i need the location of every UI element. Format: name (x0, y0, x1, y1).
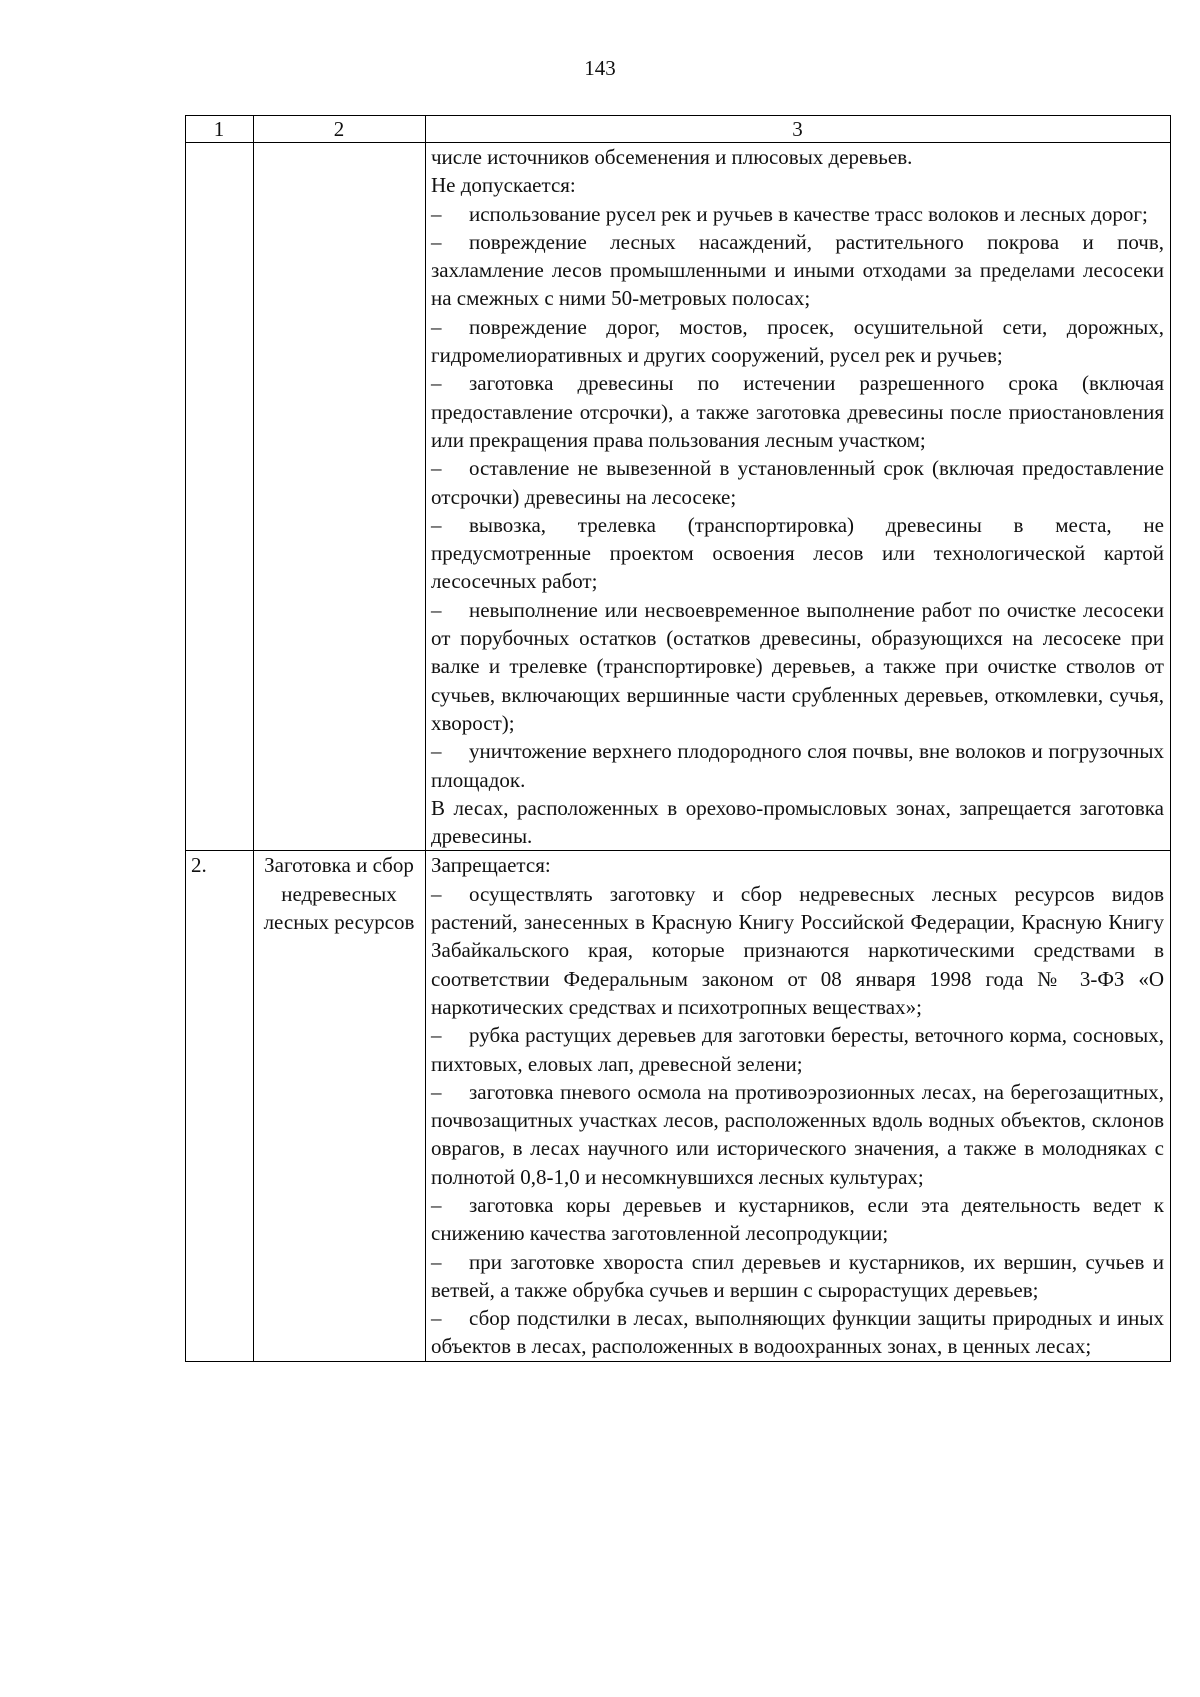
paragraph (431, 143, 1164, 171)
paragraph-text: при заготовке хвороста спил деревьев и кустарников, их вершин, сучьев и ветвей, а также обрубка сучьев и вершин с сырорастущих деревьев; (431, 1249, 1164, 1302)
paragraph-text: использование русел рек и ручьев в качестве трасс волоков и лесных дорог; (469, 201, 1148, 226)
paragraph-text: заготовка пневого осмола на противоэрозионных лесах, на берегозащитных, почвозащитных участках лесов, расположенных вдоль водных объектов, склонов оврагов, в лесах научного или исторического значения, а также в молодняках с полнотой 0,8-1,0 и несомкнувшихся лесных культурах; (431, 1079, 1164, 1189)
header-cell-2: 2 (254, 116, 426, 143)
paragraph-text: повреждение дорог, мостов, просек, осушительной сети, дорожных, гидромелиоративных и других сооружений, русел рек и ручьев; (431, 314, 1164, 368)
dash-marker: – (431, 512, 442, 537)
bullet-item (431, 737, 1164, 794)
bullet-item (431, 200, 1164, 228)
bullet-item (431, 369, 1164, 454)
bullet-item (431, 1078, 1164, 1191)
row-text-cell (426, 143, 1171, 851)
header-cell-3: 3 (426, 116, 1171, 143)
bullet-item (431, 596, 1164, 737)
paragraph-text: Не допускается: (431, 173, 576, 198)
bullet-item (431, 313, 1164, 370)
dash-marker: – (431, 739, 442, 764)
paragraph-text: оставление не вывезенной в установленный срок (включая предоставление отсрочки) древесины на лесосеке; (431, 456, 1164, 509)
page-number: 143 (584, 56, 616, 80)
paragraph (431, 794, 1164, 851)
dash-marker: – (431, 1249, 442, 1274)
table-row (186, 143, 1171, 851)
paragraph-text: заготовка коры деревьев и кустарников, если эта деятельность ведет к снижению качества заготовленной лесопродукции; (431, 1192, 1164, 1246)
bullet-item (431, 228, 1164, 313)
paragraph-text: невыполнение или несвоевременное выполнение работ по очистке лесосеки от порубочных остатков (остатков древесины, образующихся на лесосеке при валке и трелевке (транспортировке) деревьев, а также при очистке стволов от сучьев, включающих вершинные части срубленных деревьев, откомлевки, сучья, хворост); (431, 597, 1164, 735)
paragraph (431, 171, 1164, 199)
paragraph-text: рубка растущих деревьев для заготовки бересты, веточного корма, сосновых, пихтовых, еловых лап, древесной зелени; (431, 1023, 1164, 1076)
bullet-item (431, 454, 1164, 511)
bullet-item (431, 1191, 1164, 1248)
paragraph-text: уничтожение верхнего плодородного слоя почвы, вне волоков и погрузочных площадок. (431, 739, 1164, 792)
paragraph-text: вывозка, трелевка (транспортировка) древесины в места, не предусмотренные проектом освоения лесов или технологической картой лесосечных работ; (431, 512, 1164, 594)
paragraph-text: Запрещается: (431, 853, 551, 878)
dash-marker: – (431, 229, 442, 254)
paragraph-text: заготовка древесины по истечении разрешенного срока (включая предоставление отсрочки), а также заготовка древесины после приостановления или прекращения права пользования лесным участком; (431, 371, 1164, 452)
dash-marker: – (431, 1306, 442, 1331)
table-row (186, 851, 1171, 1361)
row-number-cell (186, 143, 254, 851)
paragraph-text: осуществлять заготовку и сбор недревесных лесных ресурсов видов растений, занесенных в Красную Книгу Российской Федерации, Красную Книгу Забайкальского края, которые признаются наркотическими средствами в соответствии Федеральным законом от 08 января 1998 года № 3-ФЗ «О наркотических средствах и психотропных веществах»; (431, 881, 1164, 1019)
dash-marker: – (431, 1023, 442, 1048)
dash-marker: – (431, 371, 442, 396)
paragraph-text: числе источников обсеменения и плюсовых деревьев. (431, 145, 913, 169)
row-name-cell: Заготовка и сбор недревесных лесных ресурсов (254, 851, 426, 1361)
row-text-cell (426, 851, 1171, 1361)
dash-marker: – (431, 1079, 442, 1104)
bullet-item (431, 1304, 1164, 1361)
header-cell-1: 1 (186, 116, 254, 143)
paragraph (431, 851, 1164, 879)
dash-marker: – (431, 314, 442, 339)
paragraph-text: сбор подстилки в лесах, выполняющих функции защиты природных и иных объектов в лесах, расположенных в водоохранных зонах, в ценных лесах; (431, 1306, 1164, 1359)
bullet-item (431, 511, 1164, 596)
dash-marker: – (431, 456, 442, 481)
dash-marker: – (431, 201, 442, 226)
bullet-item (431, 1021, 1164, 1078)
dash-marker: – (431, 1192, 442, 1217)
row-name-cell (254, 143, 426, 851)
dash-marker: – (431, 597, 442, 622)
dash-marker: – (431, 881, 442, 906)
row-number-cell: 2. (186, 851, 254, 1361)
paragraph-text: В лесах, расположенных в орехово-промысловых зонах, запрещается заготовка древесины. (431, 795, 1164, 849)
bullet-item (431, 880, 1164, 1021)
regulations-table (185, 115, 1171, 1362)
paragraph-text: повреждение лесных насаждений, растительного покрова и почв, захламление лесов промышленными и иными отходами за пределами лесосеки на смежных с ними 50-метровых полосах; (431, 229, 1164, 311)
bullet-item (431, 1248, 1164, 1305)
table-header-row (186, 116, 1171, 143)
